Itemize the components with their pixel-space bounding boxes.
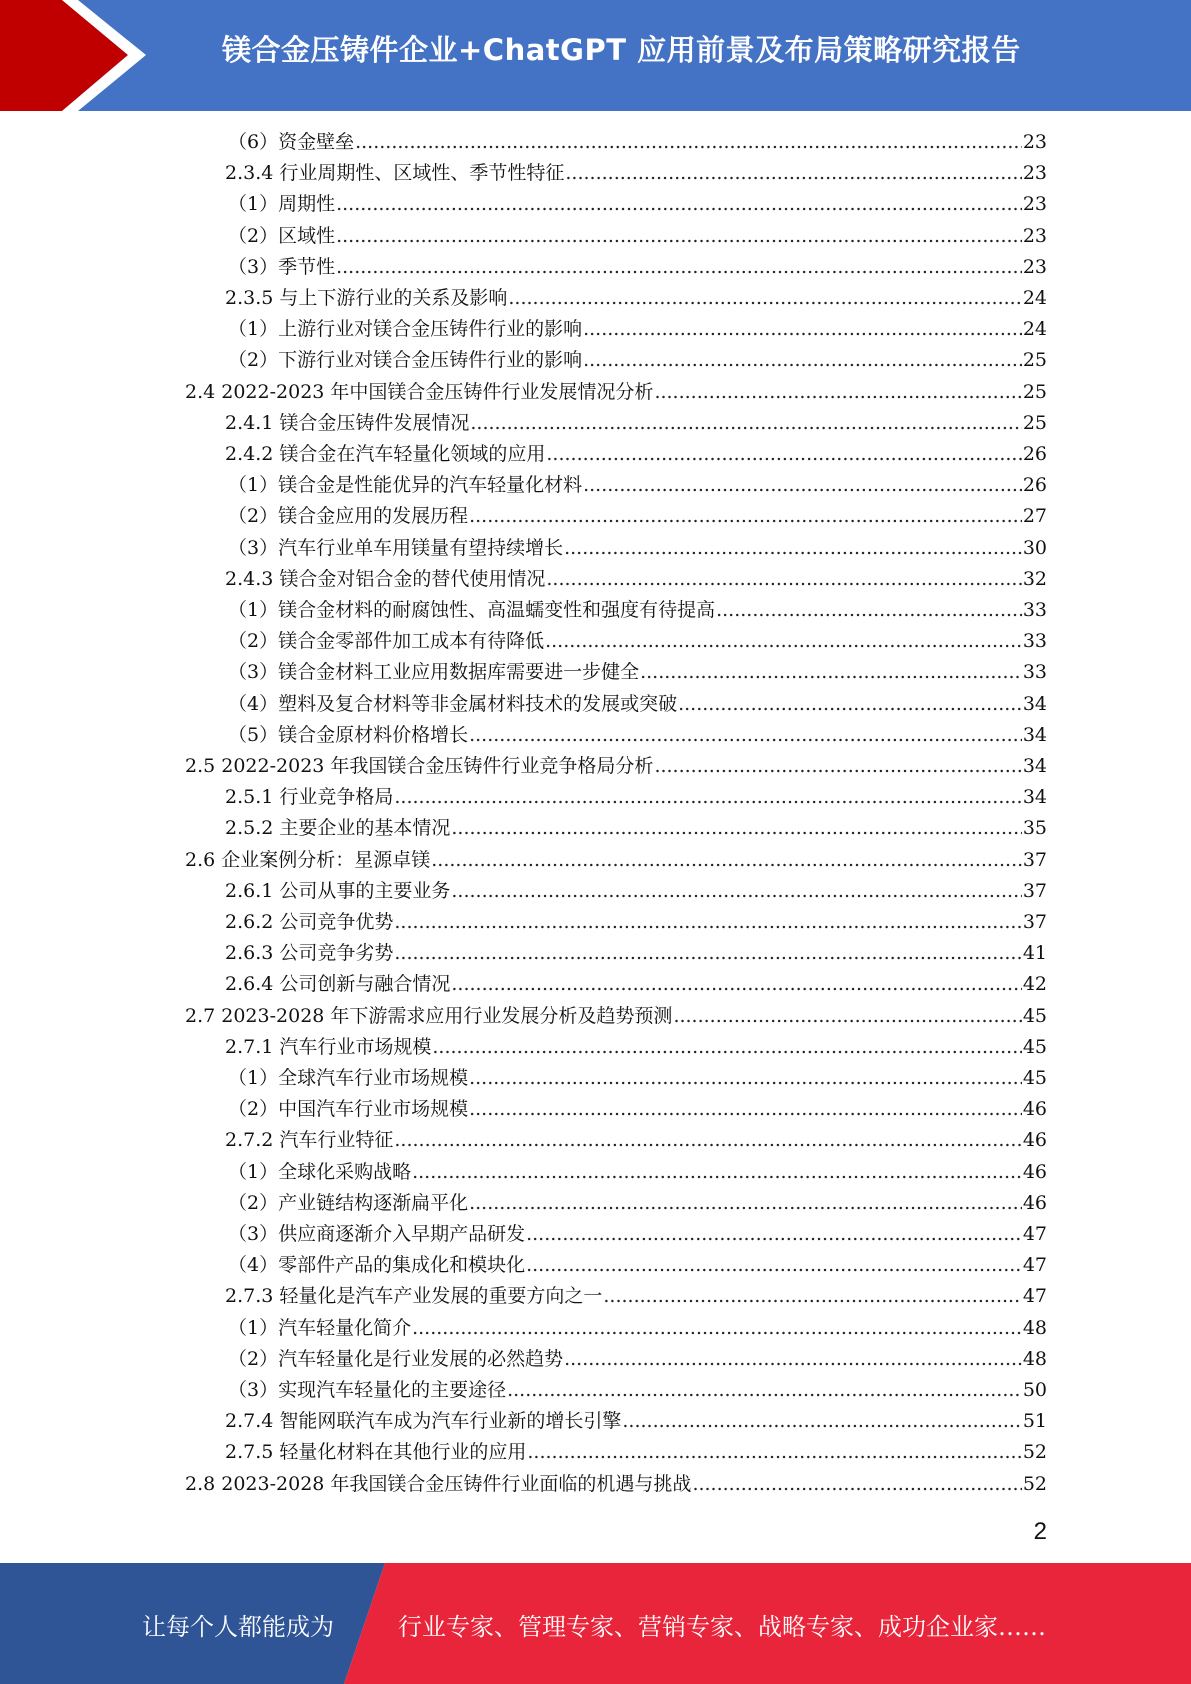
toc-dot-leader bbox=[678, 689, 1022, 720]
toc-entry[interactable] bbox=[228, 1250, 1047, 1281]
toc-entry[interactable] bbox=[225, 907, 1047, 938]
toc-entry-page: 23 bbox=[1022, 162, 1047, 185]
toc-entry-page: 30 bbox=[1022, 536, 1047, 559]
toc-dot-leader bbox=[355, 127, 1022, 158]
toc-entry[interactable] bbox=[225, 1437, 1047, 1468]
toc-entry-page: 48 bbox=[1022, 1347, 1047, 1370]
toc-entry-title: 2.6.1 公司从事的主要业务 bbox=[225, 879, 451, 902]
toc-dot-leader bbox=[412, 1313, 1022, 1344]
toc-entry-page: 46 bbox=[1022, 1098, 1047, 1121]
toc-entry-title: 2.3.5 与上下游行业的关系及影响 bbox=[225, 287, 508, 309]
toc-entry-page: 23 bbox=[1022, 224, 1047, 247]
toc-entry-page: 42 bbox=[1022, 973, 1047, 996]
toc-entry-page: 45 bbox=[1022, 1067, 1047, 1089]
toc-entry-title: 2.6.4 公司创新与融合情况 bbox=[225, 973, 451, 996]
toc-entry-page: 46 bbox=[1022, 1129, 1047, 1152]
toc-entry-title: 2.4.1 镁合金压铸件发展情况 bbox=[225, 411, 470, 434]
toc-entry[interactable] bbox=[228, 345, 1047, 376]
toc-entry-title: （2）镁合金零部件加工成本有待降低 bbox=[228, 630, 545, 653]
toc-entry[interactable] bbox=[228, 501, 1047, 532]
toc-dot-leader bbox=[470, 408, 1021, 439]
toc-entry[interactable] bbox=[228, 626, 1047, 657]
toc-dot-leader bbox=[526, 1250, 1022, 1281]
toc-entry[interactable] bbox=[228, 1063, 1047, 1094]
toc-entry[interactable] bbox=[225, 439, 1047, 470]
toc-entry-title: 2.5 2022-2023 年我国镁合金压铸件行业竞争格局分析 bbox=[185, 755, 654, 777]
toc-entry[interactable] bbox=[225, 158, 1047, 189]
toc-entry-title: （5）镁合金原材料价格增长 bbox=[228, 723, 469, 746]
toc-dot-leader bbox=[394, 1125, 1021, 1156]
toc-dot-leader bbox=[431, 845, 1022, 876]
toc-entry[interactable] bbox=[228, 1219, 1047, 1250]
toc-dot-leader bbox=[546, 564, 1021, 595]
footer-slogan-left: 让每个人都能成为 bbox=[142, 1613, 334, 1641]
toc-entry[interactable] bbox=[228, 1375, 1047, 1406]
toc-entry-title: 2.5.1 行业竞争格局 bbox=[225, 786, 394, 809]
toc-dot-leader bbox=[507, 1375, 1022, 1406]
toc-entry-page: 34 bbox=[1022, 755, 1047, 777]
toc-entry-page: 41 bbox=[1022, 942, 1047, 965]
footer-slogan-right: 行业专家、管理专家、营销专家、战略专家、成功企业家…… bbox=[398, 1613, 1046, 1641]
toc-entry-page: 52 bbox=[1022, 1441, 1047, 1464]
toc-dot-leader bbox=[673, 1001, 1021, 1032]
toc-dot-leader bbox=[565, 158, 1021, 189]
toc-entry[interactable] bbox=[228, 127, 1047, 158]
toc-entry-title: 2.4.2 镁合金在汽车轻量化领域的应用 bbox=[225, 443, 546, 465]
toc-entry[interactable] bbox=[185, 1001, 1047, 1032]
toc-dot-leader bbox=[603, 1281, 1021, 1312]
toc-entry-title: （2）下游行业对镁合金压铸件行业的影响 bbox=[228, 349, 583, 372]
toc-entry-page: 51 bbox=[1022, 1410, 1047, 1433]
toc-entry-title: 2.7 2023-2028 年下游需求应用行业发展分析及趋势预测 bbox=[185, 1004, 673, 1027]
toc-entry-page: 34 bbox=[1022, 723, 1047, 746]
toc-entry-page: 48 bbox=[1022, 1316, 1047, 1339]
toc-entry-page: 24 bbox=[1022, 318, 1047, 341]
toc-entry-title: （4）塑料及复合材料等非金属材料技术的发展或突破 bbox=[228, 692, 678, 715]
toc-entry-title: 2.8 2023-2028 年我国镁合金压铸件行业面临的机遇与挑战 bbox=[185, 1472, 692, 1495]
toc-dot-leader bbox=[583, 345, 1022, 376]
toc-entry[interactable] bbox=[225, 1032, 1047, 1063]
toc-entry-page: 25 bbox=[1022, 411, 1047, 434]
toc-dot-leader bbox=[692, 1469, 1021, 1500]
toc-entry-title: 2.6 企业案例分析：星源卓镁 bbox=[185, 848, 431, 871]
toc-entry[interactable] bbox=[225, 1406, 1047, 1437]
toc-dot-leader bbox=[526, 1219, 1022, 1250]
toc-dot-leader bbox=[654, 377, 1021, 408]
toc-entry[interactable] bbox=[228, 221, 1047, 252]
toc-entry-page: 23 bbox=[1022, 131, 1047, 153]
toc-entry-page: 47 bbox=[1022, 1285, 1047, 1308]
toc-dot-leader bbox=[469, 1188, 1022, 1219]
toc-entry-title: 2.4.3 镁合金对铝合金的替代使用情况 bbox=[225, 567, 546, 590]
toc-entry-title: 2.7.3 轻量化是汽车产业发展的重要方向之一 bbox=[225, 1285, 603, 1308]
toc-dot-leader bbox=[336, 221, 1022, 252]
toc-entry-title: （3）镁合金材料工业应用数据库需要进一步健全 bbox=[228, 661, 640, 684]
toc-entry-page: 45 bbox=[1022, 1004, 1047, 1027]
toc-entry-page: 33 bbox=[1022, 630, 1047, 653]
toc-entry-title: （3）汽车行业单车用镁量有望持续增长 bbox=[228, 536, 564, 559]
toc-entry-title: 2.4 2022-2023 年中国镁合金压铸件行业发展情况分析 bbox=[185, 380, 654, 403]
toc-entry-page: 25 bbox=[1022, 349, 1047, 372]
toc-entry-title: 2.3.4 行业周期性、区域性、季节性特征 bbox=[225, 162, 565, 185]
toc-entry-title: （1）汽车轻量化简介 bbox=[228, 1316, 412, 1339]
toc-dot-leader bbox=[394, 907, 1021, 938]
toc-entry-page: 35 bbox=[1022, 817, 1047, 840]
toc-entry-page: 33 bbox=[1022, 661, 1047, 684]
toc-dot-leader bbox=[583, 470, 1022, 501]
toc-dot-leader bbox=[469, 720, 1022, 751]
toc-entry-title: （1）上游行业对镁合金压铸件行业的影响 bbox=[228, 318, 583, 341]
toc-entry-title: （2）镁合金应用的发展历程 bbox=[228, 505, 469, 528]
toc-entry-page: 33 bbox=[1022, 599, 1047, 621]
toc-entry-page: 24 bbox=[1022, 287, 1047, 309]
toc-dot-leader bbox=[654, 751, 1021, 782]
toc-dot-leader bbox=[508, 283, 1021, 314]
report-title: 镁合金压铸件企业+ChatGPT 应用前景及布局策略研究报告 bbox=[222, 33, 1021, 67]
page-number: 2 bbox=[1033, 1518, 1047, 1545]
toc-entry[interactable] bbox=[185, 1469, 1047, 1500]
toc-entry-title: （1）全球化采购战略 bbox=[228, 1160, 412, 1183]
toc-entry[interactable] bbox=[225, 969, 1047, 1000]
toc-dot-leader bbox=[394, 938, 1021, 969]
toc-dot-leader bbox=[469, 1063, 1022, 1094]
toc-entry-page: 37 bbox=[1022, 911, 1047, 933]
toc-entry-page: 46 bbox=[1022, 1160, 1047, 1183]
toc-entry-page: 27 bbox=[1022, 505, 1047, 528]
toc-entry-title: 2.7.1 汽车行业市场规模 bbox=[225, 1035, 432, 1058]
toc-entry[interactable] bbox=[228, 595, 1047, 626]
toc-entry-page: 26 bbox=[1022, 443, 1047, 465]
toc-entry-title: 2.7.2 汽车行业特征 bbox=[225, 1129, 394, 1152]
toc-entry[interactable] bbox=[228, 252, 1047, 283]
toc-entry[interactable] bbox=[225, 283, 1047, 314]
toc-entry[interactable] bbox=[228, 314, 1047, 345]
toc-entry-page: 47 bbox=[1022, 1223, 1047, 1245]
toc-entry-title: （2）区域性 bbox=[228, 224, 336, 247]
page-header bbox=[0, 0, 1191, 111]
toc-dot-leader bbox=[546, 439, 1021, 470]
toc-entry-page: 50 bbox=[1022, 1379, 1047, 1401]
toc-entry-title: 2.5.2 主要企业的基本情况 bbox=[225, 817, 451, 840]
toc-entry-title: （1）镁合金是性能优异的汽车轻量化材料 bbox=[228, 474, 583, 497]
toc-entry-title: （2）产业链结构逐渐扁平化 bbox=[228, 1191, 469, 1214]
toc-entry-page: 34 bbox=[1022, 786, 1047, 809]
toc-entry-title: 2.7.4 智能网联汽车成为汽车行业新的增长引擎 bbox=[225, 1410, 622, 1433]
toc-entry-title: （3）季节性 bbox=[228, 255, 336, 278]
toc-entry-page: 23 bbox=[1022, 193, 1047, 216]
toc-dot-leader bbox=[564, 533, 1022, 564]
toc-entry[interactable] bbox=[225, 813, 1047, 844]
toc-entry-page: 26 bbox=[1022, 474, 1047, 497]
toc-entry[interactable] bbox=[228, 1313, 1047, 1344]
toc-entry-page: 32 bbox=[1022, 567, 1047, 590]
toc-dot-leader bbox=[451, 813, 1021, 844]
toc-entry[interactable] bbox=[185, 377, 1047, 408]
toc-entry[interactable] bbox=[225, 564, 1047, 595]
toc-entry-page: 45 bbox=[1022, 1035, 1047, 1058]
toc-entry[interactable] bbox=[228, 689, 1047, 720]
toc-entry[interactable] bbox=[228, 657, 1047, 688]
toc-entry-title: 2.7.5 轻量化材料在其他行业的应用 bbox=[225, 1441, 527, 1464]
toc-dot-leader bbox=[469, 501, 1022, 532]
toc-entry-page: 47 bbox=[1022, 1254, 1047, 1277]
toc-dot-leader bbox=[527, 1437, 1021, 1468]
toc-entry-page: 25 bbox=[1022, 380, 1047, 403]
toc-entry-title: 2.6.3 公司竞争劣势 bbox=[225, 942, 394, 965]
toc-dot-leader bbox=[394, 782, 1021, 813]
toc-dot-leader bbox=[564, 1344, 1022, 1375]
toc-dot-leader bbox=[583, 314, 1022, 345]
toc-entry[interactable] bbox=[225, 938, 1047, 969]
toc-entry[interactable] bbox=[185, 751, 1047, 782]
toc-entry-title: （6）资金壁垒 bbox=[228, 131, 355, 153]
toc-dot-leader bbox=[622, 1406, 1021, 1437]
toc-entry[interactable] bbox=[228, 533, 1047, 564]
toc-entry-page: 23 bbox=[1022, 255, 1047, 278]
toc-entry-page: 37 bbox=[1022, 879, 1047, 902]
toc-entry[interactable] bbox=[225, 876, 1047, 907]
toc-entry-title: （1）镁合金材料的耐腐蚀性、高温蠕变性和强度有待提高 bbox=[228, 599, 716, 621]
toc-entry-page: 37 bbox=[1022, 848, 1047, 871]
toc-dot-leader bbox=[451, 969, 1021, 1000]
toc-entry[interactable] bbox=[228, 470, 1047, 501]
toc-dot-leader bbox=[640, 657, 1022, 688]
toc-entry-title: （2）中国汽车行业市场规模 bbox=[228, 1098, 469, 1121]
toc-entry-title: （3）供应商逐渐介入早期产品研发 bbox=[228, 1223, 526, 1245]
toc-dot-leader bbox=[451, 876, 1021, 907]
toc-entry-title: 2.6.2 公司竞争优势 bbox=[225, 911, 394, 933]
toc-entry[interactable] bbox=[225, 1281, 1047, 1312]
toc-dot-leader bbox=[336, 189, 1022, 220]
toc-entry[interactable] bbox=[225, 408, 1047, 439]
toc-dot-leader bbox=[412, 1157, 1022, 1188]
toc-entry[interactable] bbox=[228, 1094, 1047, 1125]
toc-entry[interactable] bbox=[185, 845, 1047, 876]
toc-dot-leader bbox=[545, 626, 1022, 657]
toc-dot-leader bbox=[469, 1094, 1022, 1125]
toc-entry-title: （4）零部件产品的集成化和模块化 bbox=[228, 1254, 526, 1277]
toc-entry-page: 46 bbox=[1022, 1191, 1047, 1214]
toc-entry-title: （1）周期性 bbox=[228, 193, 336, 216]
toc-entry[interactable] bbox=[225, 782, 1047, 813]
toc-entry[interactable] bbox=[228, 1157, 1047, 1188]
toc-entry-page: 52 bbox=[1022, 1472, 1047, 1495]
toc-entry-title: （1）全球汽车行业市场规模 bbox=[228, 1067, 469, 1089]
toc-entry[interactable] bbox=[228, 189, 1047, 220]
toc-dot-leader bbox=[432, 1032, 1021, 1063]
toc-entry[interactable] bbox=[225, 1125, 1047, 1156]
toc-entry-title: （3）实现汽车轻量化的主要途径 bbox=[228, 1379, 507, 1401]
toc-entry-page: 34 bbox=[1022, 692, 1047, 715]
toc-dot-leader bbox=[336, 252, 1022, 283]
toc-dot-leader bbox=[716, 595, 1022, 626]
page-footer bbox=[0, 1563, 1191, 1684]
toc-entry[interactable] bbox=[228, 720, 1047, 751]
toc-entry[interactable] bbox=[228, 1344, 1047, 1375]
toc-entry-title: （2）汽车轻量化是行业发展的必然趋势 bbox=[228, 1347, 564, 1370]
toc-entry[interactable] bbox=[228, 1188, 1047, 1219]
